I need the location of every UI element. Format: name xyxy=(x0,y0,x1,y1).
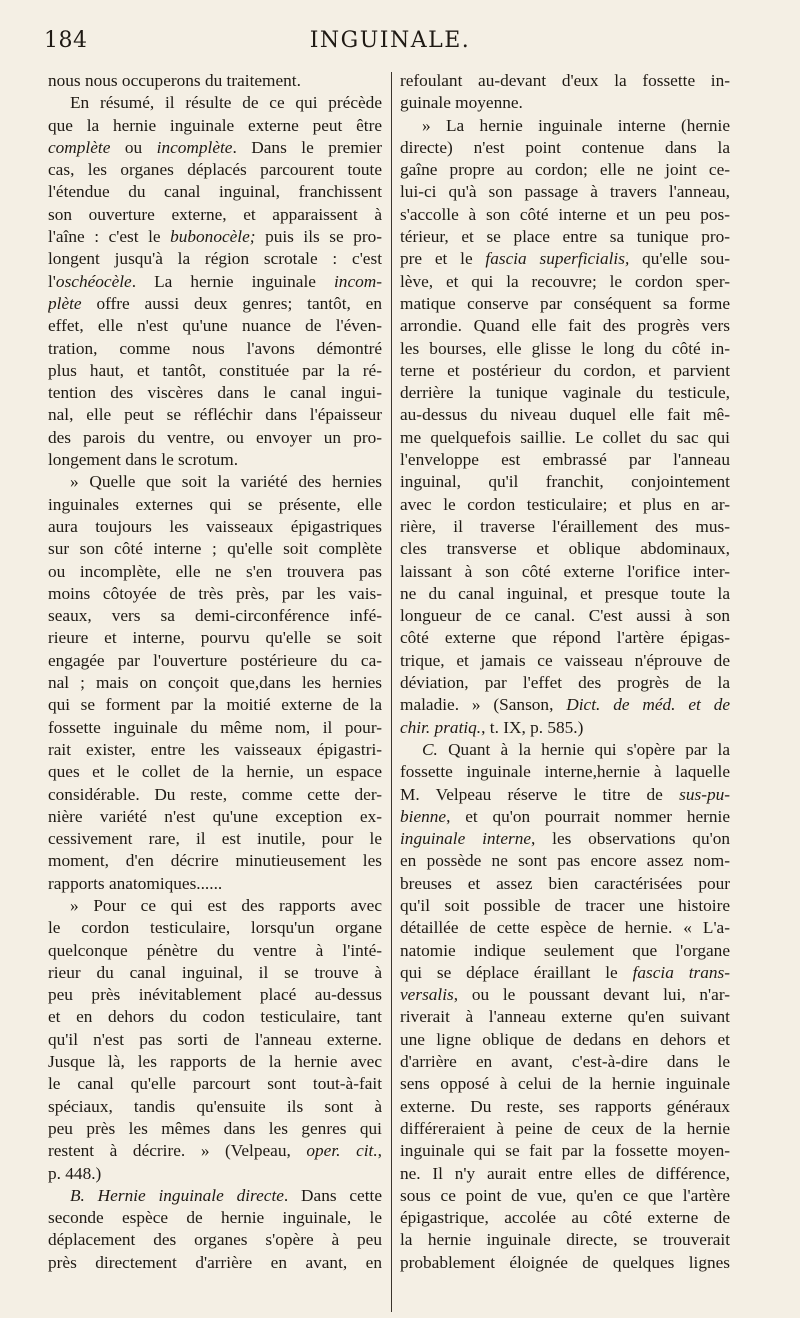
text-line: sur son côté interne ; qu'elle soit complète xyxy=(48,539,382,559)
text-line: guinale moyenne. xyxy=(400,93,523,113)
text-line: rieure et interne, pourvu qu'elle se soit xyxy=(48,628,382,648)
italic-text: fascia superficialis, xyxy=(485,249,630,269)
text-line xyxy=(400,984,730,1006)
text-line: moins côtoyée de très près, par les vais- xyxy=(48,583,382,603)
page-number: 184 xyxy=(44,28,88,53)
text-line: côté externe que répond l'artère épigas- xyxy=(400,628,730,648)
text-run: , les observations qu'on xyxy=(531,829,730,849)
text-line: laissant à son côté externe l'orifice inter- xyxy=(400,561,730,581)
text-line: la hernie inguinale directe, se trouverait xyxy=(400,1230,730,1250)
text-line xyxy=(48,137,382,159)
text-line: peu près les mêmes dans les genres qui xyxy=(48,1118,382,1138)
text-run: , xyxy=(377,1141,382,1161)
text-line xyxy=(48,226,382,248)
text-line: avec le cordon testiculaire; et plus en ar- xyxy=(400,494,730,514)
italic-text: plète xyxy=(48,293,82,313)
text-line: son ouverture externe, et apparaissent à xyxy=(48,204,382,224)
italic-text: incomplète xyxy=(156,137,233,157)
text-line: qu'il soit possible de tracer une histoire xyxy=(400,895,730,915)
column-divider xyxy=(391,72,392,1312)
text-run: l' xyxy=(48,271,56,291)
text-line: engagée par l'ouverture postérieure du ca- xyxy=(48,650,382,670)
text-line: longement dans le scrotum. xyxy=(48,450,239,470)
text-line xyxy=(48,1140,382,1162)
left-text-column xyxy=(48,70,382,1308)
italic-text: Dict. de méd. et de xyxy=(566,695,730,715)
text-line: inguinal, qu'il franchit, conjointement xyxy=(400,472,730,492)
text-run: . Dans cette xyxy=(283,1185,382,1205)
italic-text: complète xyxy=(48,137,111,157)
text-line: cles transverse et oblique abdominaux, xyxy=(400,539,730,559)
text-line: nous nous occuperons du traitement. xyxy=(48,71,301,90)
text-line: longent jusqu'à la région scrotale : c'est xyxy=(48,249,382,269)
italic-text: sus-pu- xyxy=(679,784,730,804)
text-line: sens opposé à celui de la hernie inguinale xyxy=(400,1074,730,1094)
text-run: restent à décrire. » (Velpeau, xyxy=(48,1141,307,1161)
text-line: nal, elle peut se réfléchir dans l'épaisseur xyxy=(48,405,382,425)
text-line: me quelquefois saillie. Le collet du sac qui xyxy=(400,427,730,447)
text-line: déviation, par l'effet des progrès de la xyxy=(400,673,730,693)
text-line: différeraient à peine de ceux de la hernie xyxy=(400,1118,730,1138)
text-line xyxy=(48,271,382,293)
text-line: les bourses, elle glisse le long du côté in- xyxy=(400,338,730,358)
text-line: natomie indique seulement que l'organe xyxy=(400,940,730,960)
text-line: refoulant au-devant d'eux la fossette in- xyxy=(400,71,730,90)
text-line: aura toujours les vaisseaux épigastriques xyxy=(48,516,382,536)
text-line: » La hernie inguinale interne (hernie xyxy=(422,115,730,135)
text-line: Jusque là, les rapports de la hernie avec xyxy=(48,1052,382,1072)
text-line: tention des viscères dans le canal ingui- xyxy=(48,383,382,403)
text-line: probablement éloignée de quelques lignes xyxy=(400,1252,730,1272)
text-line: arrondie. Quand elle fait des progrès vers xyxy=(400,316,730,336)
text-line: effet, elle n'est qu'une nuance de l'éven- xyxy=(48,316,382,336)
text-run: Quant à la hernie qui s'opère par la xyxy=(437,739,730,759)
italic-text: bienne xyxy=(400,806,447,826)
text-line xyxy=(400,784,730,806)
text-line: nal ; mais on conçoit que,dans les hernies xyxy=(48,673,382,693)
text-run: , t. IX, p. 585.) xyxy=(481,717,584,737)
italic-text: oper. cit. xyxy=(306,1141,378,1161)
text-line: et en dehors du codon testiculaire, tant xyxy=(48,1007,382,1027)
text-line: En résumé, il résulte de ce qui précède xyxy=(70,93,382,113)
text-line: lève, et qui la recouvre; le cordon sper- xyxy=(400,271,730,291)
text-line xyxy=(400,828,730,850)
text-line: cessivement rare, il est inutile, pour le xyxy=(48,829,382,849)
text-line: s'accolle à son côté interne et un peu pos- xyxy=(400,204,730,224)
text-line: sous ce point de vue, qu'en ce que l'artère xyxy=(400,1185,730,1205)
text-line xyxy=(48,293,382,315)
text-line: plus haut, et tantôt, constituée par la ré- xyxy=(48,360,382,380)
text-run: pre et le xyxy=(400,249,486,269)
text-line: nière variété n'est qu'une exception ex- xyxy=(48,806,382,826)
text-line: gaîne propre au cordon; elle ne joint ce- xyxy=(400,160,730,180)
text-run: offre aussi deux genres; tantôt, en xyxy=(81,293,382,313)
text-line: quelconque pénètre du ventre à l'inté- xyxy=(48,940,382,960)
text-line: des parois du ventre, ou envoyer un pro- xyxy=(48,427,382,447)
text-line: ne. Il n'y aurait entre elles de différence, xyxy=(400,1163,730,1183)
text-run: puis ils se pro- xyxy=(255,227,382,247)
text-line: p. 448.) xyxy=(48,1163,102,1183)
text-line: inguinale qui se fait par la fossette moyen- xyxy=(400,1141,730,1161)
italic-text: inguinale interne xyxy=(400,829,532,849)
italic-text: incom- xyxy=(334,271,382,291)
text-line: ques et le collet de la hernie, un espace xyxy=(48,762,382,782)
text-line: tration, comme nous l'avons démontré xyxy=(48,338,382,358)
text-run: . La hernie inguinale xyxy=(131,271,334,291)
text-line: l'enveloppe est embrassé par l'anneau xyxy=(400,450,730,470)
text-line: riverait à l'anneau externe qu'en suivant xyxy=(400,1007,730,1027)
text-line: derrière la tunique vaginale du testicule, xyxy=(400,383,730,403)
text-line: le cordon testiculaire, lorsqu'un organe xyxy=(48,918,382,938)
text-line: » Quelle que soit la variété des hernies xyxy=(70,472,382,492)
text-line: breuses et assez bien caractérisées pour xyxy=(400,873,730,893)
text-line: près directement d'arrière en avant, en xyxy=(48,1252,382,1272)
italic-text: chir. pratiq. xyxy=(400,717,482,737)
text-line: déplacement des organes s'opère à peu xyxy=(48,1230,382,1250)
text-line xyxy=(400,806,730,828)
text-line: rieur du canal inguinal, il se trouve à xyxy=(48,962,382,982)
text-line: longueur de ce canal. C'est aussi à son xyxy=(400,606,730,626)
text-run: , et qu'on pourrait nommer hernie xyxy=(446,806,730,826)
italic-text: fascia trans- xyxy=(632,962,730,982)
text-line: trique, et jamais ce vaisseau n'éprouve de xyxy=(400,650,730,670)
text-line: terne et postérieur du cordon, et parvient xyxy=(400,360,730,380)
text-line: cas, les organes déplacés parcourent toute xyxy=(48,160,382,180)
text-line: lui-ci qu'à son passage à travers l'anneau, xyxy=(400,182,730,202)
italic-text: C. xyxy=(422,739,438,759)
text-line: une ligne oblique de dedans en dehors et xyxy=(400,1029,730,1049)
text-line: rière, il traverse l'éraillement des mus- xyxy=(400,516,730,536)
italic-text: B. Hernie inguinale directe xyxy=(70,1185,284,1205)
text-line: » Pour ce qui est des rapports avec xyxy=(70,895,382,915)
text-line: matique conserve par conséquent sa forme xyxy=(400,293,730,313)
right-text-column xyxy=(400,70,730,1308)
text-run: l'aîne : c'est le xyxy=(48,227,171,247)
text-line: rapports anatomiques...... xyxy=(48,873,223,893)
text-run: M. Velpeau réserve le titre de xyxy=(400,784,680,804)
text-line: spéciaux, tandis qu'ensuite ils sont à xyxy=(48,1096,382,1116)
text-run: ou xyxy=(110,137,157,157)
text-run: qu'elle sou- xyxy=(629,249,730,269)
text-line: rait exister, entre les vaisseaux épigastri- xyxy=(48,739,382,759)
text-line: considérable. Du reste, comme cette der- xyxy=(48,784,382,804)
page-header xyxy=(44,22,736,62)
text-line: d'arrière en avant, c'est-à-dire dans le xyxy=(400,1052,730,1072)
text-run: . Dans le premier xyxy=(232,137,382,157)
text-line: seconde espèce de hernie inguinale, le xyxy=(48,1208,382,1228)
text-line: détaillée de cette espèce de hernie. « L'a- xyxy=(400,918,730,938)
text-line xyxy=(400,694,730,716)
text-line: directe) n'est point contenue dans la xyxy=(400,137,730,157)
text-line: térieur, et se place entre sa tunique pro- xyxy=(400,227,730,247)
text-run: , ou le poussant devant lui, n'ar- xyxy=(453,985,730,1005)
text-run: maladie. » (Sanson, xyxy=(400,695,567,715)
text-line: inguinales externes qui se présente, elle xyxy=(48,494,382,514)
text-line: ne du canal inguinal, et presque toute la xyxy=(400,583,730,603)
italic-text: bubonocèle; xyxy=(170,227,256,247)
text-line: ou incomplète, elle ne s'en trouvera pas xyxy=(48,561,382,581)
text-line xyxy=(48,1185,382,1207)
text-line: en possède ne sont pas encore assez nom- xyxy=(400,851,730,871)
text-line xyxy=(400,717,730,739)
text-line: externe. Du reste, ses rapports généraux xyxy=(400,1096,730,1116)
text-line: qu'il n'est pas sorti de l'anneau externe. xyxy=(48,1029,382,1049)
italic-text: oschéocèle xyxy=(55,271,132,291)
text-line xyxy=(400,962,730,984)
text-line: qui se forment par la moitié externe de la xyxy=(48,695,382,715)
text-line: épigastrique, accolée au côté externe de xyxy=(400,1208,730,1228)
text-run: qui se déplace éraillant le xyxy=(400,962,633,982)
text-line: que la hernie inguinale externe peut être xyxy=(48,115,382,135)
text-line xyxy=(400,248,730,270)
text-line xyxy=(400,739,730,761)
text-line: l'étendue du canal inguinal, franchissent xyxy=(48,182,382,202)
text-line: le canal qu'elle parcourt sont tout-à-fait xyxy=(48,1074,382,1094)
text-line: peu près inévitablement placé au-dessus xyxy=(48,985,382,1005)
running-title: INGUINALE. xyxy=(309,28,471,53)
italic-text: versalis xyxy=(400,985,454,1005)
text-line: fossette inguinale du même nom, il pour- xyxy=(48,717,382,737)
text-line: fossette inguinale interne,hernie à laquelle xyxy=(400,762,730,782)
text-line: seaux, vers sa demi-circonférence infé- xyxy=(48,606,382,626)
text-line: au-dessus du niveau duquel elle fait mê- xyxy=(400,405,730,425)
text-line: moment, d'en décrire minutieusement les xyxy=(48,851,382,871)
